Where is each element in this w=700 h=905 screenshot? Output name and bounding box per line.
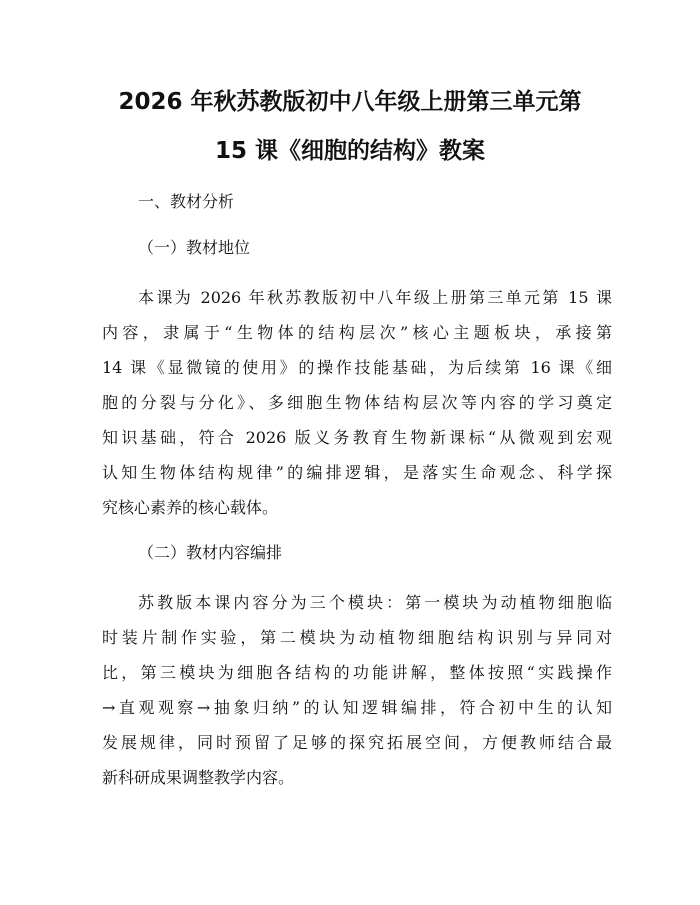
paragraph-line: 发展规律，同时预留了足够的探究拓展空间，方便教师结合最	[102, 733, 612, 752]
paragraph-line: →直观观察→抽象归纳”的认知逻辑编排，符合初中生的认知	[102, 698, 612, 717]
paragraph-line: 时装片制作实验，第二模块为动植物细胞结构识别与异同对	[102, 628, 612, 647]
subsection-heading-content-arrangement: （二）教材内容编排	[138, 543, 283, 562]
paragraph-line: 知识基础，符合 2026 版义务教育生物新课标“从微观到宏观	[102, 428, 612, 447]
paragraph-line: 比，第三模块为细胞各结构的功能讲解，整体按照“实践操作	[102, 663, 612, 682]
paragraph-textbook-position	[102, 280, 612, 525]
document-title-line-1: 2026 年秋苏教版初中八年级上册第三单元第	[118, 89, 582, 115]
paragraph-line: 究核心素养的核心载体。	[102, 498, 279, 517]
subsection-heading-textbook-position: （一）教材地位	[138, 238, 251, 257]
section-heading-textbook-analysis: 一、教材分析	[138, 192, 235, 211]
paragraph-line: 新科研成果调整教学内容。	[102, 768, 295, 787]
paragraph-line: 14 课《显微镜的使用》的操作技能基础，为后续第 16 课《细	[102, 358, 612, 377]
paragraph-line: 认知生物体结构规律”的编排逻辑，是落实生命观念、科学探	[102, 463, 612, 482]
paragraph-line: 胞的分裂与分化》、多细胞生物体结构层次等内容的学习奠定	[102, 393, 612, 412]
paragraph-line: 本课为 2026 年秋苏教版初中八年级上册第三单元第 15 课	[138, 288, 612, 307]
paragraph-content-arrangement	[102, 585, 612, 795]
paragraph-line: 苏教版本课内容分为三个模块：第一模块为动植物细胞临	[138, 593, 612, 612]
document-title-line-2: 15 课《细胞的结构》教案	[214, 138, 485, 164]
paragraph-line: 内容，隶属于“生物体的结构层次”核心主题板块，承接第	[102, 323, 612, 342]
